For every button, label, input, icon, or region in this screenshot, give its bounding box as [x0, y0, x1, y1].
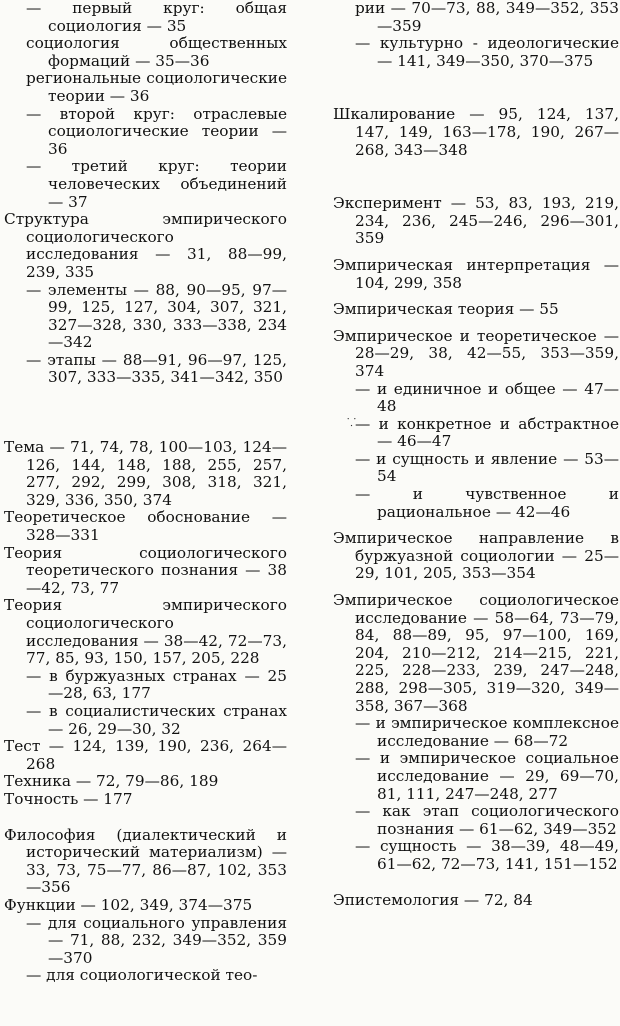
- index-subentry: — в социалистических странах — 26, 29—30, 32: [26, 701, 287, 738]
- index-subentry: социология общественных формаций — 35—36: [26, 34, 287, 70]
- index-entry: Теоретическое обоснование — 328—331: [4, 508, 287, 545]
- index-subentry: — третий круг: теории человеческих объединений — 37: [26, 157, 287, 211]
- index-entry: Шкалирование — 95, 124, 137, 147, 149, 163—178, 190, 267—268, 343—348: [333, 105, 619, 159]
- index-subentry: рии — 70—73, 88, 349—352, 353—359: [355, 0, 619, 35]
- index-subentry: — второй круг: отраслевые социологические теории — 36: [26, 104, 287, 158]
- index-subentry: — и сущность и явление — 53—54: [355, 449, 619, 486]
- index-entry: Эмпирическое социологическое исследование — 58—64, 73—79, 84, 88—89, 95, 97—100, 169, 204, 210—212, 214—215, 221, 225, 228—233, 239, 247—248, 288, 298—305, 319—320, 349—358, 367—368: [333, 591, 619, 715]
- index-subentry: — и эмпирическое комплексное исследование — 68—72: [355, 714, 619, 750]
- index-subentry: — элементы — 88, 90—95, 97—99, 125, 127, 304, 307, 321, 327—328, 330, 333—338, 234—342: [26, 280, 287, 352]
- index-subentry: — культурно - идеологические — 141, 349—350, 370—375: [355, 34, 619, 70]
- index-subentry: — и конкретное и абстрактное — 46—47: [355, 414, 619, 451]
- index-entry: Эмпирическая интерпретация — 104, 299, 358: [333, 255, 619, 292]
- index-entry: Эмпирическая теория — 55: [333, 300, 559, 319]
- index-subentry: — этапы — 88—91, 96—97, 125, 307, 333—335, 341—342, 350: [26, 350, 287, 387]
- entry-gap: [333, 159, 619, 195]
- index-subentry: — и единичное и общее — 47—48: [355, 379, 619, 416]
- index-subentry: — для социологической тео-: [26, 966, 258, 985]
- entry-gap: [333, 70, 619, 106]
- index-entry: Теория социологического теоретического познания — 38—42, 73, 77: [4, 543, 287, 597]
- entry-gap: [4, 387, 287, 439]
- index-entry: Теория эмпирического социологического исследования — 38—42, 72—73, 77, 85, 93, 150, 157, 205, 228: [4, 596, 287, 668]
- margin-mark-icon: ⸪: [347, 416, 357, 429]
- index-subentry: — сущность — 38—39, 48—49, 61—62, 72—73, 141, 151—152: [355, 837, 619, 873]
- index-entry: Тема — 71, 74, 78, 100—103, 124—126, 144, 148, 188, 255, 257, 277, 292, 299, 308, 318, 321, 329, 336, 350, 374: [4, 438, 287, 509]
- index-column-left: [4, 0, 287, 985]
- index-subentry: — в буржуазных странах — 25—28, 63, 177: [26, 666, 287, 703]
- index-subentry: — для социального управления — 71, 88, 232, 349—352, 359—370: [26, 913, 287, 967]
- index-subentry: — и эмпирическое социальное исследование — 29, 69—70, 81, 111, 247—248, 277: [355, 749, 619, 803]
- index-subentry: — и чувственное и рациональное — 42—46: [355, 485, 619, 521]
- index-entry: Философия (диалектический и исторический материализм) — 33, 73, 75—77, 86—87, 102, 353—356: [4, 825, 287, 897]
- index-entry: Техника — 72, 79—86, 189: [4, 772, 219, 791]
- index-entry: Структура эмпирического социологического исследования — 31, 88—99, 239, 335: [4, 210, 287, 281]
- index-subentry: региональные социологические теории — 36: [26, 69, 287, 105]
- entry-gap: [333, 874, 619, 892]
- index-column-right: [333, 0, 619, 909]
- index-subentry: — первый круг: общая социология — 35: [26, 0, 287, 35]
- index-entry: Эксперимент — 53, 83, 193, 219, 234, 236, 245—246, 296—301, 359: [333, 194, 619, 248]
- index-entry: Эмпирическое направление в буржуазной социологии — 25—29, 101, 205, 353—354: [333, 529, 619, 583]
- index-entry: Тест — 124, 139, 190, 236, 264—268: [4, 737, 287, 773]
- entry-gap: [4, 809, 287, 827]
- index-subentry: — как этап социологического познания — 61—62, 349—352: [355, 802, 619, 838]
- index-entry: Функции — 102, 349, 374—375: [4, 895, 253, 914]
- index-entry: Эмпирическое и теоретическое — 28—29, 38, 42—55, 353—359, 374: [333, 326, 619, 380]
- index-entry: Эпистемология — 72, 84: [333, 890, 533, 909]
- index-entry: Точность — 177: [4, 789, 133, 808]
